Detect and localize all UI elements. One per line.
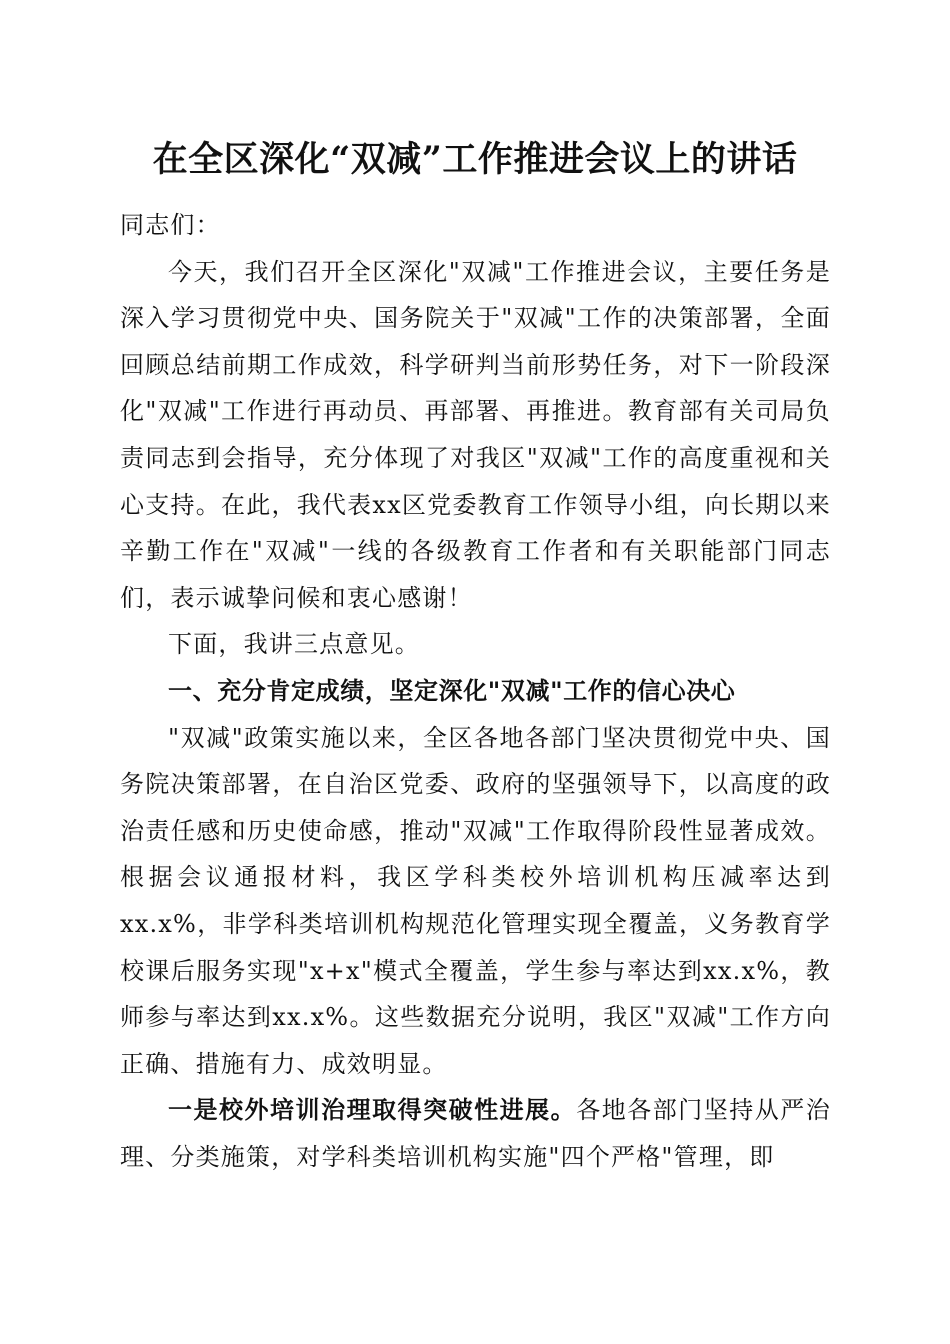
outline-paragraph: 下面，我讲三点意见。 <box>168 630 420 659</box>
speech-body <box>120 202 831 1180</box>
point-1-lead: 一是校外培训治理取得突破性进展。 <box>168 1095 577 1125</box>
section-1-paragraph: "双减"政策实施以来，全区各地各部门坚决贯彻党中央、国务院决策部署，在自治区党委、政府的坚强领导下，以高度的政治责任感和历史使命感，推动"双减"工作取得阶段性显著成效。根据会议通报材料，我区学科类校外培训机构压减率达到xx.x%，非学科类培训机构规范化管理实现全覆盖，义务教育学校课后服务实现"x+x"模式全覆盖，学生参与率达到xx.x%，教师参与率达到xx.x%。这些数据充分说明，我区"双减"工作方向正确、措施有力、成效明显。 <box>120 723 831 1078</box>
salutation: 同志们： <box>120 211 221 239</box>
page-title: 在全区深化“双减”工作推进会议上的讲话 <box>152 139 798 180</box>
point-1-paragraph <box>120 1087 831 1180</box>
point-1-body: 各地各部门坚持从严治理、分类施策，对学科类培训机构实施"四个严格"管理，即 <box>120 1096 832 1171</box>
section-heading-1: 一、充分肯定成绩，坚定深化"双减"工作的信心决心 <box>168 676 736 705</box>
intro-paragraph: 今天，我们召开全区深化"双减"工作推进会议，主要任务是深入学习贯彻党中央、国务院关于"双减"工作的决策部署，全面回顾总结前期工作成效，科学研判当前形势任务，对下一阶段深化"双减"工作进行再动员、再部署、再推进。教育部有关司局负责同志到会指导，充分体现了对我区"双减"工作的高度重视和关心支持。在此，我代表xx区党委教育工作领导小组，向长期以来辛勤工作在"双减"一线的各级教育工作者和有关职能部门同志们，表示诚挚问候和衷心感谢！ <box>120 257 831 612</box>
